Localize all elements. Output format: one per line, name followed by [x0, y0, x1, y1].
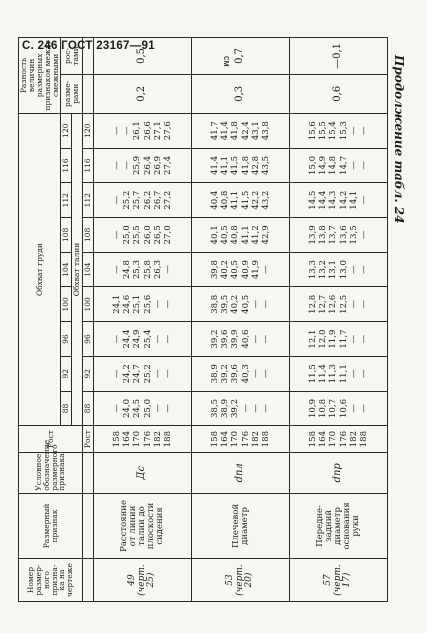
table-row: [192, 38, 290, 602]
page-header: С. 246 ГОСТ 23167—91: [22, 40, 155, 52]
index-cell: [83, 493, 94, 558]
table-rotated-wrapper: [18, 37, 388, 602]
value-column: — — 25,9 26,4 26,9 27,4: [94, 148, 192, 183]
value-column: 24,1 24,6 25,1 25,6 — —: [94, 287, 192, 322]
value-column: 13,9 13,8 13,7 13,6 13,5 —: [290, 218, 388, 253]
chest-col: 100: [61, 287, 72, 322]
row-sign: Передне-задний диаметр основания руки: [290, 493, 388, 558]
value-column: 12,1 12,0 11,9 11,7 — —: [290, 322, 388, 357]
diff-height-header: рос-тами: [61, 38, 83, 75]
value-column: — 24,2 24,7 25,2 — —: [94, 356, 192, 391]
value-column: 39,8 40,2 40,5 40,9 41,9 —: [192, 252, 290, 287]
value-column: 41,7 41,4 41,8 42,4 43,1 43,8: [192, 113, 290, 148]
row-heights: 158 164 170 176 182 188: [192, 426, 290, 453]
waist-col: 88: [83, 391, 94, 426]
waist-col: 116: [83, 148, 94, 183]
value-column: — 25,2 25,7 26,2 26,7 27,2: [94, 183, 192, 218]
waist-header: Обхват талии: [72, 113, 83, 426]
diff-height-value: 0,5: [94, 38, 192, 75]
diff-size-value: 0,6: [290, 74, 388, 113]
col-height-header: Рост: [19, 426, 83, 453]
row-ref: (черт. 20): [234, 564, 255, 596]
chest-group-header: Обхват груди: [19, 113, 61, 426]
waist-col: 104: [83, 252, 94, 287]
table-caption: Продолжение табл. 24: [392, 55, 406, 224]
unit-label: см: [222, 56, 232, 67]
value-column: — — 26,1 26,6 27,1 27,6: [94, 113, 192, 148]
index-cell: [83, 38, 94, 75]
index-cell: [83, 74, 94, 113]
table-row: [94, 38, 192, 602]
value-column: 41,4 41,1 41,5 41,8 42,8 43,5: [192, 148, 290, 183]
waist-col: 112: [83, 183, 94, 218]
row-symbol: dпл: [192, 452, 290, 493]
height-index-header: Рост: [83, 426, 94, 453]
diff-size-value: 0,3: [192, 74, 290, 113]
index-cell: [83, 559, 94, 602]
chest-col: 104: [61, 252, 72, 287]
waist-col: 108: [83, 218, 94, 253]
value-column: 12,8 12,7 12,6 12,5 — —: [290, 287, 388, 322]
value-column: 40,4 40,8 41,1 41,5 42,2 43,2: [192, 183, 290, 218]
chest-col: 96: [61, 322, 72, 357]
row-sign: Расстояние от линии талии до плоскости сидения: [94, 493, 192, 558]
value-column: 15,0 14,9 14,8 14,7 — —: [290, 148, 388, 183]
value-column: — 25,0 25,5 26,0 26,5 27,0: [94, 218, 192, 253]
waist-col: 100: [83, 287, 94, 322]
index-cell: [83, 452, 94, 493]
row-number: [192, 559, 290, 602]
row-heights: 158 164 170 176 182 188: [94, 426, 192, 453]
chest-col: 116: [61, 148, 72, 183]
diff-header: Разность величин размерных признаков между смежными: [19, 38, 61, 114]
chest-col: 88: [61, 391, 72, 426]
row-number-value: 49: [127, 574, 138, 586]
waist-col: 96: [83, 322, 94, 357]
waist-col: 92: [83, 356, 94, 391]
value-column: 38,5 38,9 39,2 — — —: [192, 391, 290, 426]
chest-col: 92: [61, 356, 72, 391]
waist-col: 120: [83, 113, 94, 148]
row-number-value: 53: [225, 574, 236, 586]
col-sign-header: Размерный признак: [19, 493, 83, 558]
chest-col: 112: [61, 183, 72, 218]
col-number-header: Номер размер-ного призна-ка на чертеже: [19, 559, 83, 602]
chest-col: 120: [61, 113, 72, 148]
row-ref: (черт. 25): [136, 564, 157, 596]
value-column: 40,1 40,5 40,8 41,1 41,2 42,9: [192, 218, 290, 253]
measurement-table: [18, 37, 388, 602]
chest-col: 108: [61, 218, 72, 253]
row-heights: 158 164 170 176 182 188: [290, 426, 388, 453]
diff-height-value: —0,1: [290, 38, 388, 75]
row-number-value: 57: [323, 574, 334, 586]
value-column: 11,5 11,4 11,3 11,1 — —: [290, 356, 388, 391]
row-number: [94, 559, 192, 602]
value-column: 13,3 13,2 13,1 13,0 — —: [290, 252, 388, 287]
value-column: 38,8 39,5 40,2 40,5 — —: [192, 287, 290, 322]
value-column: — 24,4 24,9 25,4 — —: [94, 322, 192, 357]
value-column: 14,5 14,4 14,3 14,2 14,1 —: [290, 183, 388, 218]
col-symbol-header: Условное обозначение размерного признака: [19, 452, 83, 493]
row-number: [290, 559, 388, 602]
diff-height-value: 0,7: [192, 38, 290, 75]
row-symbol: Дс: [94, 452, 192, 493]
row-sign: Плечевой диаметр: [192, 493, 290, 558]
value-column: — 24,8 25,3 25,8 26,3 —: [94, 252, 192, 287]
value-column: 15,6 15,5 15,4 15,3 — —: [290, 113, 388, 148]
table-row: [290, 38, 388, 602]
value-column: — 24,0 24,5 25,0 — —: [94, 391, 192, 426]
value-column: 10,9 10,8 10,7 10,6 — —: [290, 391, 388, 426]
value-column: 39,2 39,6 39,9 40,6 — —: [192, 322, 290, 357]
diff-size-header: разме-рами: [61, 74, 83, 113]
diff-size-value: 0,2: [94, 74, 192, 113]
row-ref: (черт. 17): [332, 564, 353, 596]
value-column: 38,9 39,2 39,6 40,3 — —: [192, 356, 290, 391]
row-symbol: dпр: [290, 452, 388, 493]
